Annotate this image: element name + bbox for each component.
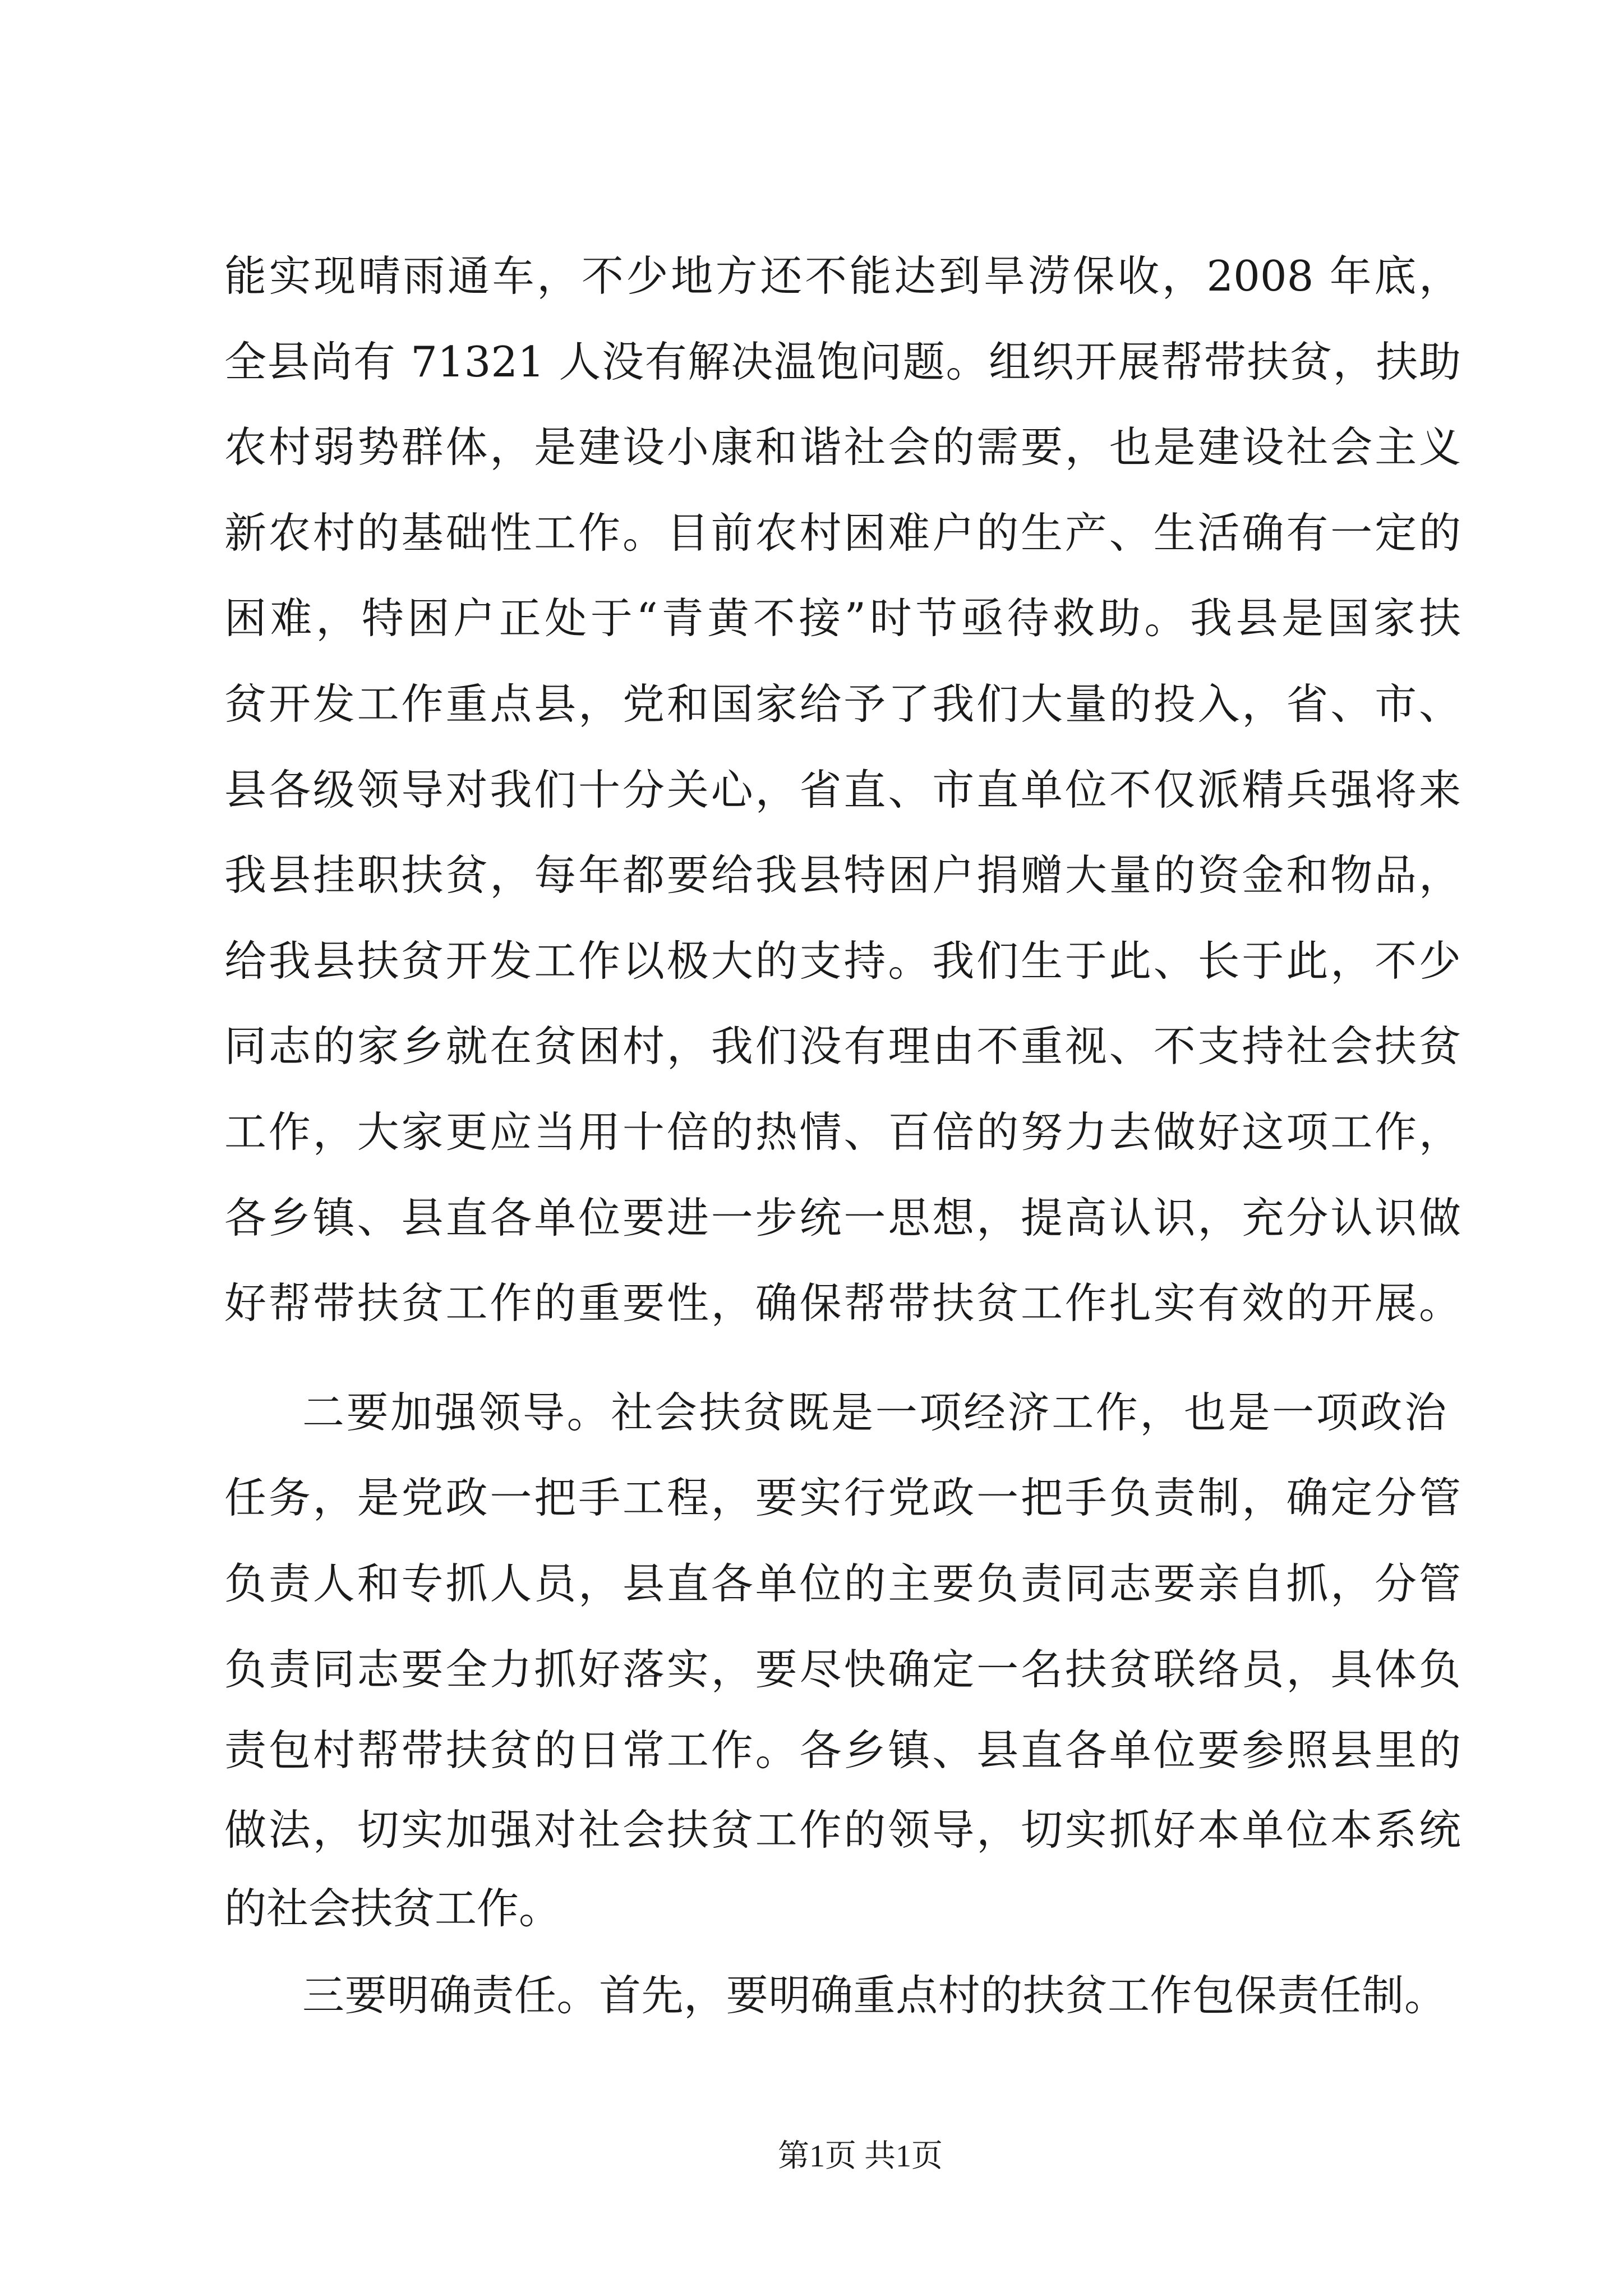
text-line: 贫开发工作重点县，党和国家给予了我们大量的投入，省、市、 bbox=[224, 679, 1461, 729]
text-line: 做法，切实加强对社会扶贫工作的领导，切实抓好本单位本系统 bbox=[224, 1805, 1461, 1855]
text-line: 任务，是党政一把手工程，要实行党政一把手负责制，确定分管 bbox=[224, 1473, 1461, 1522]
text-line: 的社会扶贫工作。 bbox=[224, 1884, 561, 1933]
text-line: 同志的家乡就在贫困村，我们没有理由不重视、不支持社会扶贫 bbox=[224, 1022, 1461, 1071]
text-line: 新农村的基础性工作。目前农村困难户的生产、生活确有一定的 bbox=[224, 508, 1461, 558]
text-line: 负责人和专抓人员，县直各单位的主要负责同志要亲自抓，分管 bbox=[224, 1559, 1461, 1608]
text-line: 三要明确责任。首先，要明确重点村的扶贫工作包保责任制。 bbox=[302, 1971, 1446, 2020]
text-line: 各乡镇、县直各单位要进一步统一思想，提高认识，充分认识做 bbox=[224, 1193, 1461, 1243]
text-line: 负责同志要全力抓好落实，要尽快确定一名扶贫联络员，具体负 bbox=[224, 1645, 1461, 1694]
page-number-footer: 第1页 共1页 bbox=[778, 2139, 943, 2174]
text-line: 能实现晴雨通车，不少地方还不能达到旱涝保收，2008 年底， bbox=[224, 251, 1461, 301]
text-line: 责包村帮带扶贫的日常工作。各乡镇、县直各单位要参照县里的 bbox=[224, 1726, 1461, 1775]
text-line: 我县挂职扶贫，每年都要给我县特困户捐赠大量的资金和物品， bbox=[224, 850, 1461, 900]
text-line: 工作，大家更应当用十倍的热情、百倍的努力去做好这项工作， bbox=[224, 1107, 1461, 1157]
text-line: 给我县扶贫开发工作以极大的支持。我们生于此、长于此，不少 bbox=[224, 936, 1461, 986]
text-line: 县各级领导对我们十分关心，省直、市直单位不仅派精兵强将来 bbox=[224, 765, 1461, 815]
text-line: 全县尚有 71321 人没有解决温饱问题。组织开展帮带扶贫，扶助 bbox=[224, 337, 1461, 386]
text-line: 农村弱势群体，是建设小康和谐社会的需要，也是建设社会主义 bbox=[224, 422, 1461, 472]
text-line: 好帮带扶贫工作的重要性，确保帮带扶贫工作扎实有效的开展。 bbox=[224, 1278, 1461, 1328]
text-line: 困难，特困户正处于“青黄不接”时节亟待救助。我县是国家扶 bbox=[224, 593, 1461, 643]
text-line: 二要加强领导。社会扶贫既是一项经济工作，也是一项政治 bbox=[302, 1388, 1446, 1437]
